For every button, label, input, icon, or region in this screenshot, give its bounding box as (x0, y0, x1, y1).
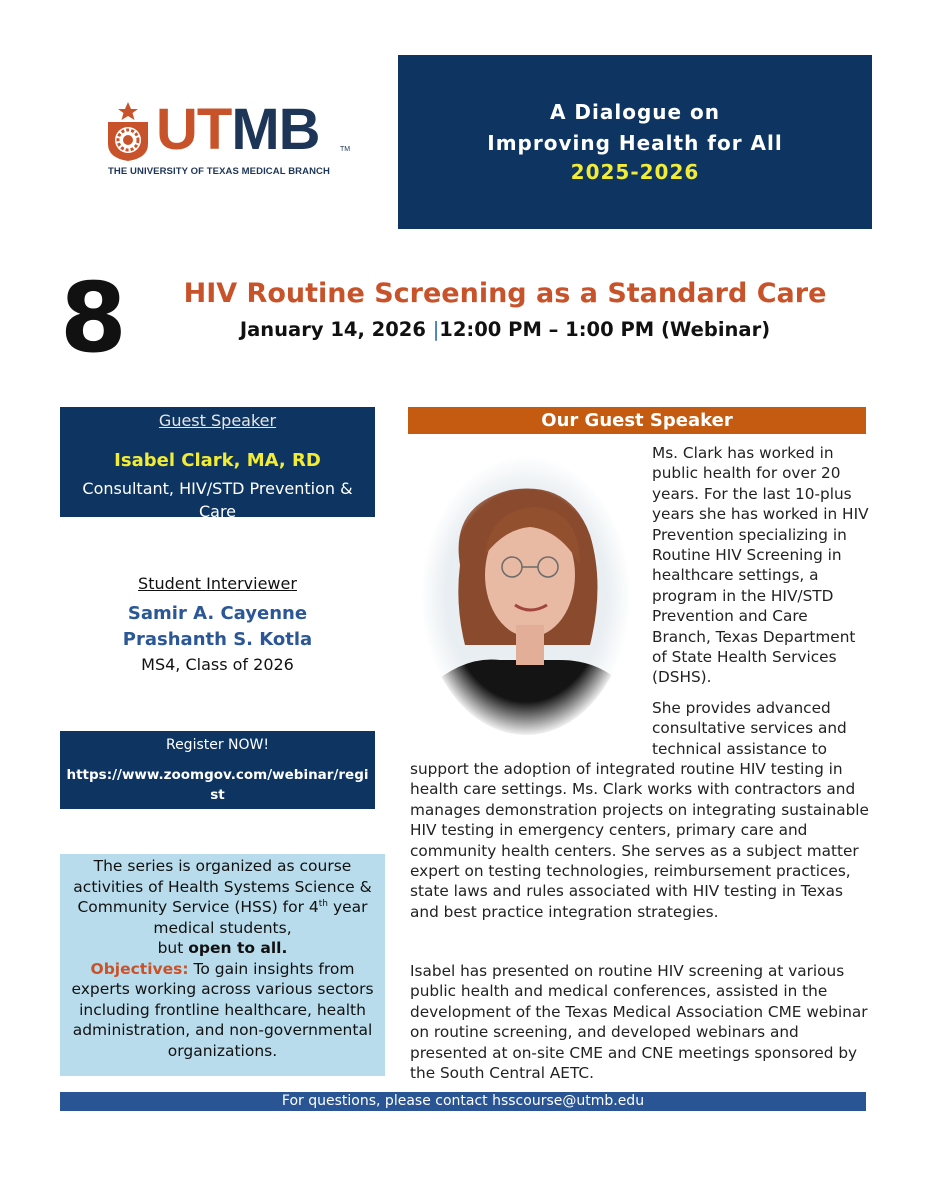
register-url-line1[interactable]: https://www.zoomgov.com/webinar/regist (66, 767, 369, 803)
course-info-box (60, 854, 385, 1076)
logo-wordmark: UTMB (156, 97, 320, 162)
student-name-1: Samir A. Cayenne (127, 603, 308, 624)
banner-line1: A Dialogue on (549, 100, 721, 124)
speaker-photo (420, 455, 632, 737)
student-name-2: Prashanth S. Kotla (122, 629, 313, 650)
student-class: MS4, Class of 2026 (141, 655, 294, 674)
objectives-text: To gain insights from experts working across various sectors including frontline healthcare, health administration, and non-governmental organizations. (71, 959, 374, 1060)
info-text-c: but (157, 939, 189, 957)
guest-speaker-role: Consultant, HIV/STD Prevention & Care (82, 479, 353, 521)
register-box (60, 731, 375, 823)
separator: | (432, 318, 440, 341)
guest-speaker-name: Isabel Clark, MA, RD (114, 450, 321, 471)
session-number: 8 (60, 262, 127, 374)
session-datetime (150, 318, 860, 341)
bio-paragraph-2-rest: support the adoption of integrated routine HIV testing in health care settings. Ms. Clark works with contractors and manages demonstration projects on integrating sustainable HIV testing in emergency centers, primary care and community health centers. She serves as a subject matter expert on testing technologies, reimbursement practices, state laws and rules associated with HIV testing in Texas and best practice integration strategies. (410, 760, 869, 921)
session-title: HIV Routine Screening as a Standard Care (183, 278, 827, 309)
banner-years: 2025-2026 (570, 160, 700, 184)
series-banner (398, 55, 872, 229)
bio-paragraph-2-start: She provides advanced consultative services and technical assistance to (652, 699, 847, 758)
bio-paragraph-3: Isabel has presented on routine HIV screening at various public health and medical conferences, assisted in the development of the Texas Medical Association CME webinar on routine screening, and developed webinars and presented at on-site CME and CNE meetings sponsored by the South Central AETC. (410, 962, 868, 1083)
guest-speaker-heading: Guest Speaker (158, 411, 277, 430)
student-interviewer-heading: Student Interviewer (138, 574, 297, 593)
bio-paragraph-1: Ms. Clark has worked in public health for over 20 years. For the last 10-plus years she has worked in HIV Prevention specializing in Routine HIV Screening in healthcare settings, a program in the HIV/STD Prevention and Care Branch, Texas Department of State Health Services (DSHS). (652, 444, 869, 687)
info-sup: th (318, 898, 329, 909)
register-link[interactable] (64, 765, 371, 825)
info-text-a: The series is organized as course activities of Health Systems Science & Community Service (HSS) for 4 (73, 857, 372, 916)
student-interviewer-section (60, 574, 375, 674)
contact-footer: For questions, please contact hsscourse@utmb.edu (60, 1092, 866, 1111)
logo-trademark: TM (340, 146, 351, 153)
our-guest-speaker-heading: Our Guest Speaker (408, 407, 866, 434)
open-to-all: open to all. (188, 939, 288, 957)
info-text-b: year medical students, (153, 898, 368, 937)
utmb-shield-icon (106, 100, 150, 162)
logo-subtitle: THE UNIVERSITY OF TEXAS MEDICAL BRANCH (108, 166, 330, 177)
guest-speaker-box (60, 407, 375, 521)
utmb-logo (106, 97, 351, 180)
register-url-line2[interactable]: er/WN_kK0Ot3EyTPW9uGlLxwxn6Q (84, 807, 351, 823)
session-time: 12:00 PM – 1:00 PM (Webinar) (439, 318, 771, 341)
objectives-label: Objectives: (90, 959, 189, 978)
session-date: January 14, 2026 (239, 318, 426, 341)
register-heading: Register NOW! (165, 737, 270, 753)
banner-line2: Improving Health for All (487, 131, 783, 155)
